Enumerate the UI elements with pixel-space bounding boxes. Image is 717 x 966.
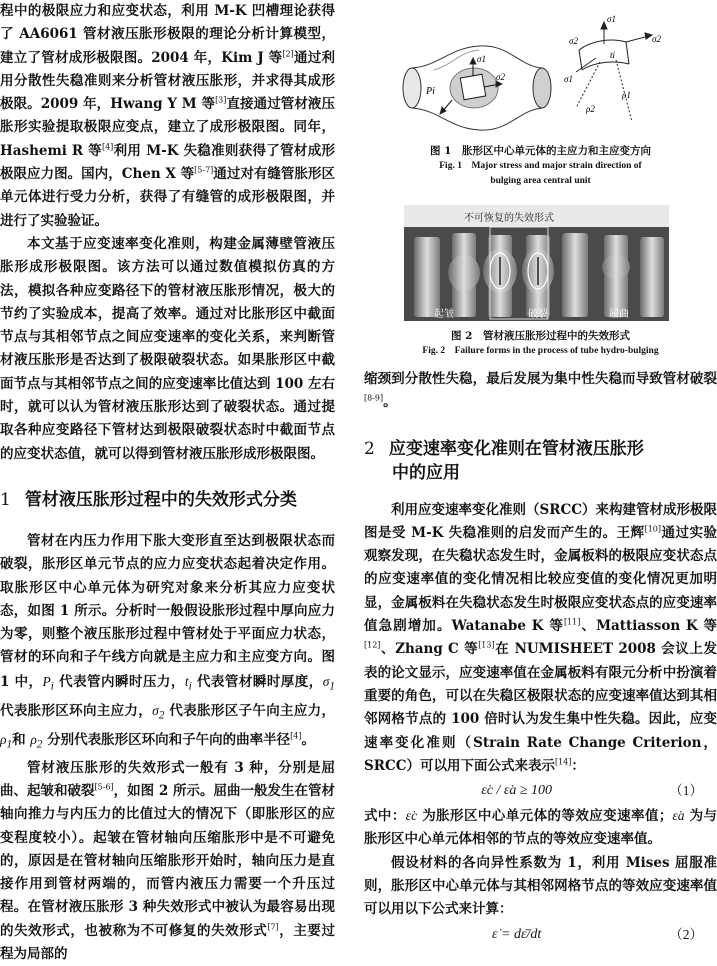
photo-label-burst: 破裂 bbox=[528, 309, 548, 320]
label-pi: Pi bbox=[426, 86, 435, 97]
equation-1-number: （1） bbox=[669, 783, 703, 799]
photo-label-irreversible: 不可恢复的失效形式 bbox=[464, 213, 554, 224]
paragraph-mises: 假设材料的各向异性系数为 1，利用 Mises 屈服准则，胀形区中心单元体与其相邻网格节点的等效应变速率值可以用以下公式来计算： bbox=[364, 854, 717, 918]
figure-2 bbox=[364, 200, 717, 368]
label-sigma1-lower: σ1 bbox=[564, 74, 573, 84]
right-column-text bbox=[364, 368, 717, 948]
failure-forms-photo bbox=[404, 205, 669, 321]
photo-label-buckle: 屈曲 bbox=[609, 309, 629, 320]
left-column bbox=[0, 0, 335, 966]
figure-1-caption-en-line1: Fig. 1 Major stress and major strain direction of bbox=[439, 161, 642, 171]
label-rho1: ρ1 bbox=[622, 90, 631, 100]
equation-1-expression: ε̇c / ε̇a ≥ 100 bbox=[481, 783, 553, 799]
equation-2-expression: ε̇ = dε̄/dt bbox=[491, 926, 542, 942]
label-sigma1-right: σ1 bbox=[607, 14, 616, 24]
paragraph-necking: 缩颈到分散性失稳，最后发展为集中性失稳而导致管材破裂[8-9]。 bbox=[364, 371, 717, 411]
figure-1-caption-cn: 图 1 胀形区中心单元体的主应力和主应变方向 bbox=[430, 145, 651, 157]
figure-1-diagram bbox=[364, 0, 717, 135]
figure-2-caption-en: Fig. 2 Failure forms in the process of tube hydro-bulging bbox=[422, 346, 659, 356]
section-2-heading: 2 应变速率变化准则在管材液压胀形 中的应用 bbox=[364, 438, 644, 483]
paragraph-failure-forms: 管材液压胀形的失效形式一般有 3 种，分别是屈曲、起皱和破裂[5-6]，如图 2 所示。屈曲一般发生在管材轴向推力与内压力的比值过大的情况下（即胀形区的应变程度较小）。起皱在管材轴向压缩胀形中是不可避免的，原因是在管材轴向压缩胀形开始时，轴向压力是直接作用到管材两端的，而管内液压力需要一个升压过程。在管材液压胀形 3 种失效形式中被认为最容易出现的失效形式，也被称为不可修复的失效形式[7]，主要过程为局部的 bbox=[0, 759, 336, 963]
label-sigma2-left: σ2 bbox=[496, 72, 505, 82]
equation-2 bbox=[364, 922, 717, 948]
label-sigma1-left: σ1 bbox=[477, 54, 486, 64]
paragraph-where: 式中：ε̇c 为胀形区中心单元体的等效应变速率值；ε̇a 为与胀形区中心单元体相邻的节点的等效应变速率值。 bbox=[364, 808, 717, 848]
label-rho2: ρ2 bbox=[586, 104, 595, 114]
figure-1-caption-en-line2: bulging area central unit bbox=[490, 176, 591, 186]
equation-2-number: （2） bbox=[669, 926, 703, 942]
label-ti: ti bbox=[610, 50, 616, 60]
photo-label-wrinkle: 起皱 bbox=[434, 309, 454, 320]
figure-2-caption-cn: 图 2 管材液压胀形过程中的失效形式 bbox=[451, 330, 630, 342]
equation-1 bbox=[364, 778, 717, 804]
paragraph-method: 本文基于应变速率变化准则，构建金属薄壁管液压胀形成形极限图。该方法可以通过数值模拟仿真的方法，模拟各种应变路径下的管材液压胀形情况，极大的节约了实验成本，提高了效率。通过对比胀形区中截面节点与其相邻节点之间应变速率的变化关系，来判断管材液压胀形是否达到了极限破裂状态。如果胀形区中截面节点与其相邻节点之间的应变速率比值达到 100 左右时，就可以认为管材液压胀形达到了破裂状态。通过提取各种应变路径下管材达到极限破裂状态时中截面节点的应变状态值，就可以得到管材液压胀形成形极限图。 bbox=[0, 235, 335, 462]
paragraph-intro-refs: 程中的极限应力和应变状态，利用 M-K 凹槽理论获得了 AA6061 管材液压胀形极限的理论分析计算模型，建立了管材成形极限图。2004 年，Kim J 等[2]通过利用分散性失稳准则来分析管材液压胀形，并求得其成形极限。2009 年，Hwang Y M 等[3]直接通过管材液压胀形实验提取极限应变点，建立了成形极限图。同年，Hashemi R 等[4]利用 M-K 失稳准则获得了管材成形极限应力图。国内，Chen X 等[5-7]通过对有缝管胀形区单元体进行受力分析，获得了有缝管的成形极限图，并进行了实验验证。 bbox=[0, 3, 336, 229]
label-sigma2-right: σ2 bbox=[652, 34, 661, 44]
figure-1 bbox=[364, 0, 717, 200]
paragraph-stress-state: 管材在内压力作用下胀大变形直至达到极限状态而破裂，胀形区单元节点的应力应变状态起着决定作用。取胀形区中心单元体为研究对象来分析其应力应变状态，如图 1 所示。分析时一般假设胀形过程中厚向应力为零，则整个液压胀形过程中管材处于平面应力状态，管材的环向和子午线方向就是主应力和主应变方向。图 1 中，$P_i$ 代表管内瞬时压力，$t_i$ 代表管材瞬时厚度，$\sigma_1$ 代表胀形区环向主应力，$\sigma_2$ 代表胀形区子午向主应力，$\rho_1$和 $\rho_2$ 分别代表胀形区环向和子午向的曲率半径[4]。 bbox=[0, 532, 336, 751]
section-1-heading: 1 管材液压胀形过程中的失效形式分类 bbox=[0, 489, 297, 510]
label-sigma2-left-detail: σ2 bbox=[569, 36, 578, 46]
paragraph-srcc: 利用应变速率变化准则（SRCC）来构建管材成形极限图是受 M-K 失稳准则的启发而产生的。王辉[10]通过实验观察发现，在失稳状态发生时，金属板料的极限应变状态点的应变速率值的变化情况相比较应变值的变化情况更加明显，金属板料在失稳状态发生时极限应变状态点的应变速率值急剧增加。Watanabe K 等[11]、Mattiasson K 等[12]、Zhang C 等[13]在 NUMISHEET 2008 会议上发表的论文显示，应变速率值在金属板料有限元分析中扮演着重要的角色，可以在失稳区极限状态的应变速率值达到其相邻网格节点的 100 倍时认为发生集中性失稳。因此，应变速率变化准则（Strain Rate Change Criterion，SRCC）可以用下面公式来表示[14]： bbox=[364, 501, 717, 774]
